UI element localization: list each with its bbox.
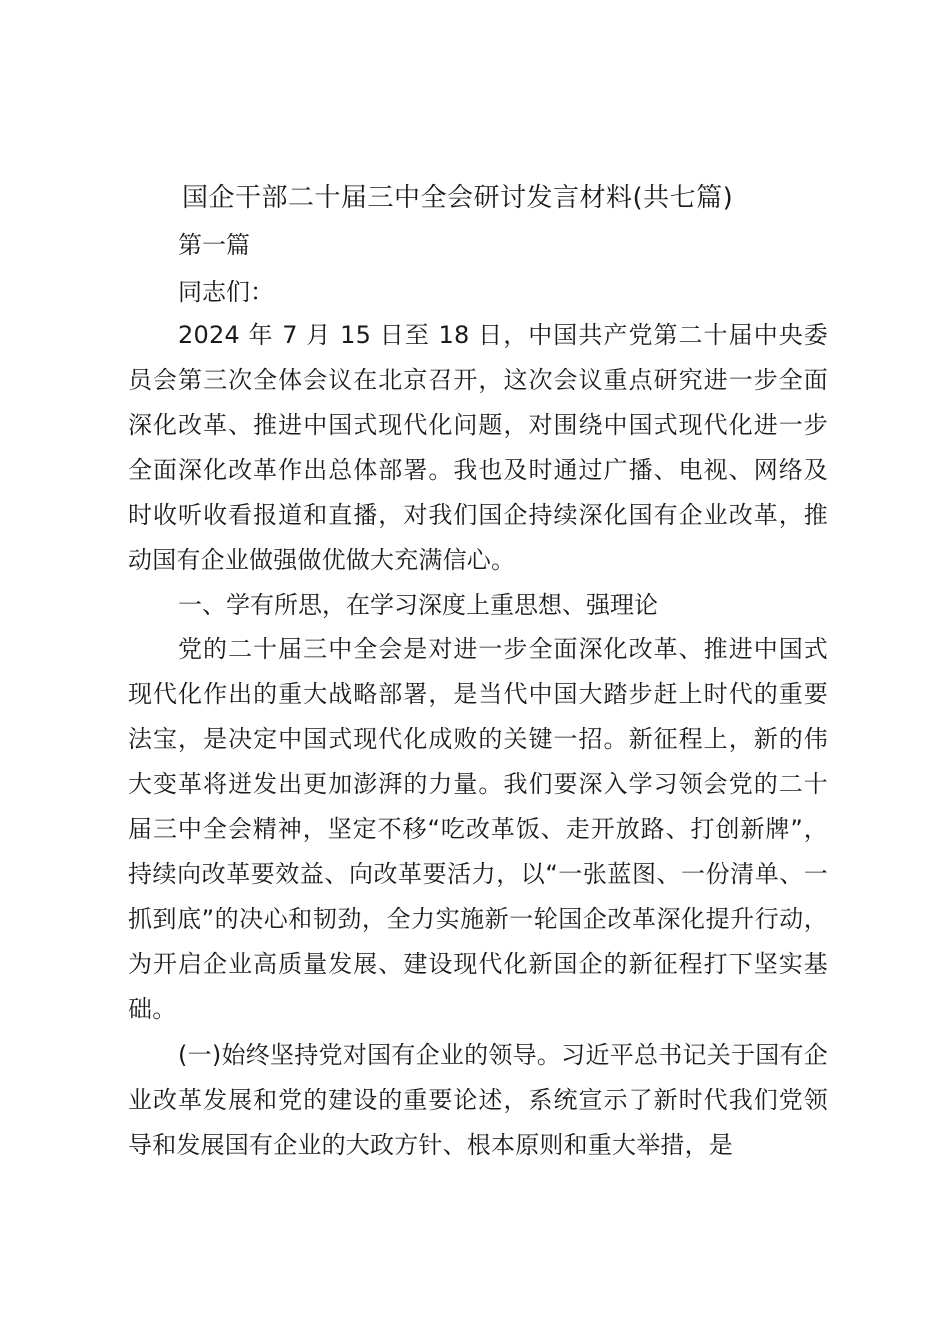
section-heading-1: 一、学有所思，在学习深度上重思想、强理论 (178, 591, 658, 619)
document-title: 国企干部二十届三中全会研讨发言材料(共七篇) (182, 183, 734, 213)
body-paragraph-2: 党的二十届三中全会是对进一步全面深化改革、推进中国式现代化作出的重大战略部署，是当代中国大踏步赶上时代的重要法宝，是决定中国式现代化成败的关键一招。新征程上，新的伟大变革将迸发出更加澎湃的力量。我们要深入学习领会党的二十届三中全会精神，坚定不移“吃改革饭、走开放路、打创新牌”，持续向改革要效益、向改革要活力，以“一张蓝图、一份清单、一抓到底”的决心和韧劲，全力实施新一轮国企改革深化提升行动，为开启企业高质量发展、建设现代化新国企的新征程打下坚实基础。 (128, 635, 828, 1023)
greeting: 同志们： (178, 278, 274, 306)
section-label: 第一篇 (178, 231, 250, 259)
body-paragraph-3: (一)始终坚持党对国有企业的领导。习近平总书记关于国有企业改革发展和党的建设的重要论述，系统宣示了新时代我们党领导和发展国有企业的大政方针、根本原则和重大举措，是 (128, 1041, 828, 1159)
body-paragraph-1: 2024 年 7 月 15 日至 18 日，中国共产党第二十届中央委员会第三次全体会议在北京召开，这次会议重点研究进一步全面深化改革、推进中国式现代化问题，对围绕中国式现代化进一步全面深化改革作出总体部署。我也及时通过广播、电视、网络及时收听收看报道和直播，对我们国企持续深化国有企业改革，推动国有企业做强做优做大充满信心。 (128, 321, 828, 574)
